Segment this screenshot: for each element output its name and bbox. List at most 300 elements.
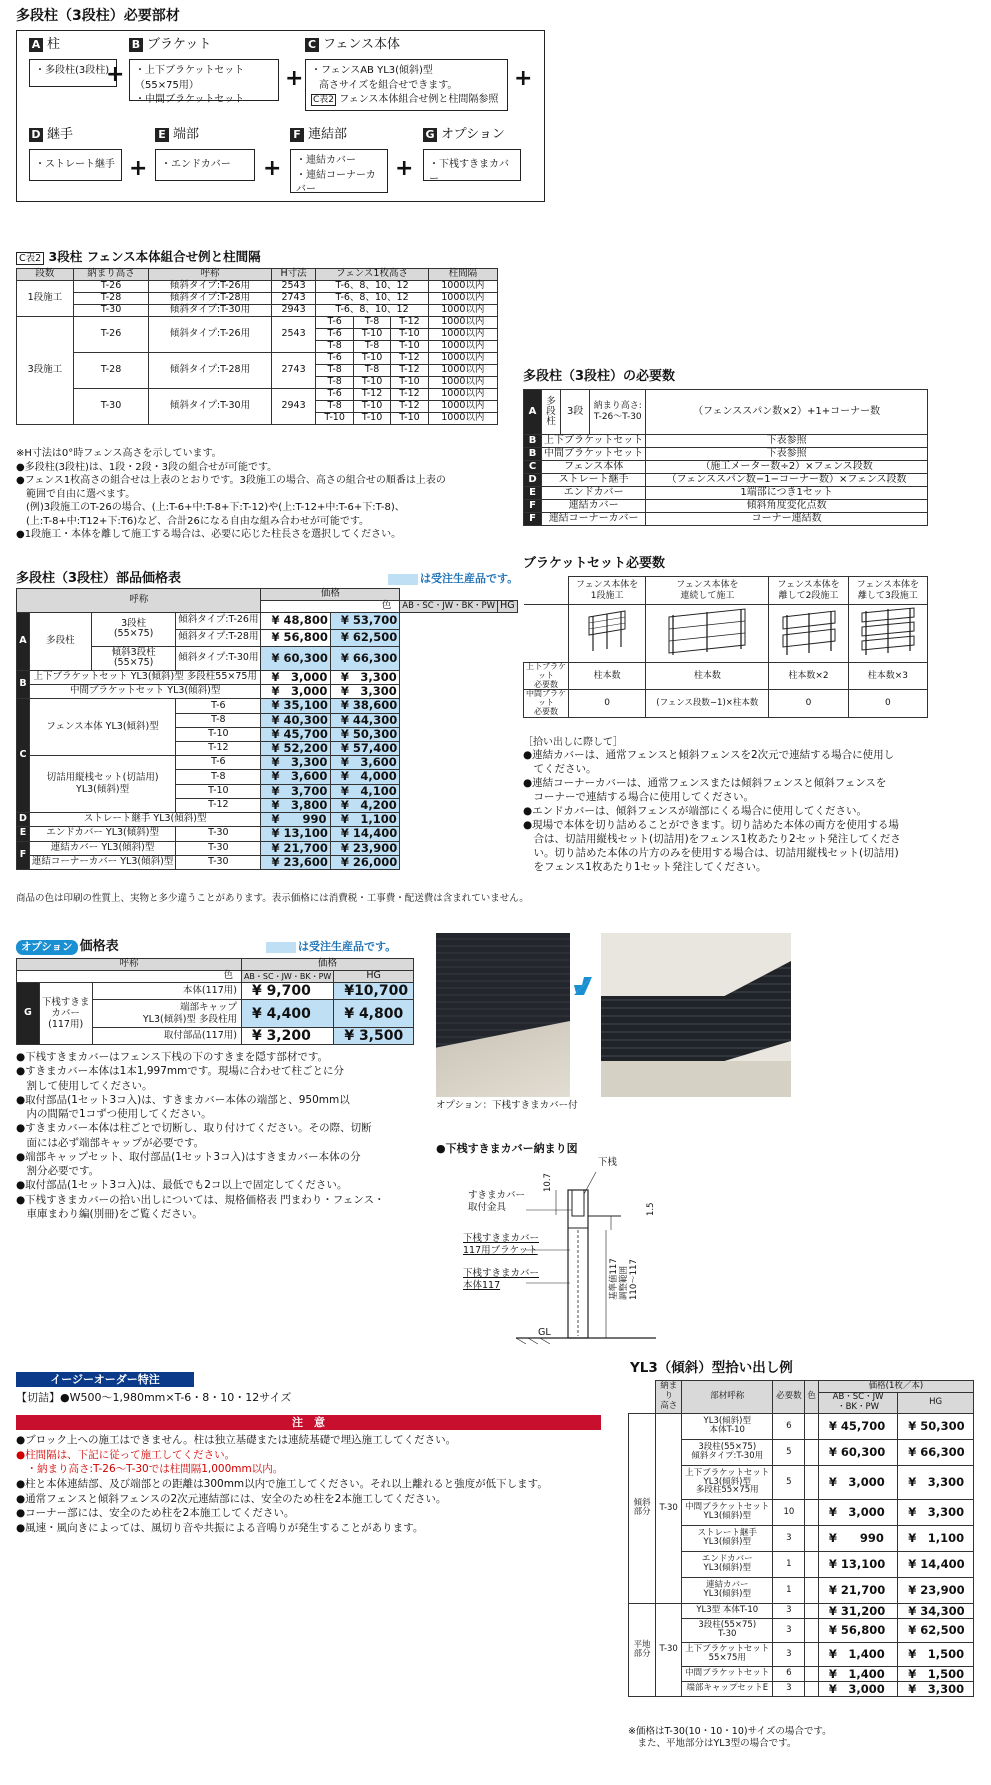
col-header: 価格: [261, 589, 400, 601]
cell: T-12: [391, 401, 428, 413]
cell: T-26: [73, 317, 148, 353]
price-cell: ¥ 3,300: [898, 1499, 974, 1525]
col-header: フェンス1枚高さ: [316, 269, 428, 281]
cell: T-8: [316, 341, 353, 353]
cell: 連結カバー YL3(傾斜)型: [682, 1577, 773, 1603]
price-cell: ¥ 26,000: [330, 855, 399, 869]
count-title: 多段柱（3段柱）の必要数: [523, 369, 676, 384]
cell: T-10: [391, 413, 428, 425]
notes-title: ［拾い出しに際して］: [523, 737, 623, 748]
combo-title: 3段柱 フェンス本体組合せ例と柱間隔: [48, 249, 261, 264]
tag-b: B: [17, 670, 30, 698]
cell: 傾斜タイプ:T-26用: [149, 281, 271, 293]
price-cell: ¥ 21,700: [261, 841, 330, 855]
cell: コーナー連結数: [646, 513, 928, 526]
tag: F: [524, 513, 542, 526]
cell: 傾斜3段柱 (55×75): [91, 646, 175, 670]
col-header: 柱間隔: [428, 269, 497, 281]
price-cell: ¥ 3,300: [330, 670, 399, 684]
legend-text: は受注生産品です。: [420, 572, 519, 585]
note-line: ●フェンス1枚高さの組合せは上表のとおりです。3段施工の場合、高さの組合せの順番は上表の: [16, 475, 446, 486]
cell: 3段柱 (55×75): [91, 612, 175, 646]
cell: T-30: [73, 389, 148, 425]
label-d15: 1.5: [646, 1202, 656, 1216]
cell: 1000以内: [428, 353, 497, 365]
price-cell: ¥ 3,600: [261, 770, 330, 784]
note-line: 割分必要です。: [16, 1165, 100, 1178]
cell: [805, 1525, 819, 1551]
cell: [805, 1666, 819, 1681]
label-option: オプション: [441, 127, 505, 142]
legend-swatch: [388, 574, 418, 585]
cell: T-26: [73, 281, 148, 293]
note-line: 内の間隔で1コずつ使用してください。: [16, 1108, 212, 1121]
cell: T-30: [656, 1603, 682, 1696]
cell: 3段柱(55×75) 傾斜タイプ:T-30用: [682, 1439, 773, 1465]
cell: 3段: [560, 390, 589, 435]
cell: （フェンススパン数−1−コーナー数）×フェンス段数: [646, 474, 928, 487]
note-line: (例)3段施工のT-26の場合、(上:T-6+中:T-8+下:T-12)や(上:T-12+中:T-6+下:T-8)、: [16, 502, 405, 513]
box-pillar: [29, 59, 117, 87]
cell: 1段施工: [17, 281, 74, 317]
tag-e: E: [17, 827, 30, 841]
box-fence-body: [305, 59, 508, 111]
cell: 中間ブラケットセット: [542, 448, 646, 461]
tag-g: G: [17, 983, 40, 1045]
cell: 柱本数: [569, 663, 646, 690]
cell: 連結コーナーカバー: [542, 513, 646, 526]
cell: T-8: [176, 713, 261, 727]
cell: 2943: [271, 389, 316, 425]
cell: 2943: [271, 305, 316, 317]
cell: 切詰用縦桟セット(切詰用) YL3(傾斜)型: [29, 756, 175, 813]
cell: 1000以内: [428, 329, 497, 341]
item: ・フェンスAB YL3(傾斜)型: [311, 65, 433, 76]
cell: T-30: [176, 841, 261, 855]
photo-ground: [436, 1021, 570, 1097]
note-line: てください。: [523, 763, 597, 776]
col-header: 部材呼称: [682, 1381, 773, 1414]
cell: T-30: [656, 1413, 682, 1603]
price-cell: ¥ 23,900: [330, 841, 399, 855]
label-bracket: ブラケット: [147, 37, 212, 52]
note-line: コーナーで連結する場合に使用してください。: [523, 791, 754, 804]
legend-text: は受注生産品です。: [298, 940, 397, 953]
cell: 柱本数×2: [769, 663, 848, 690]
price-cell: ¥ 990: [261, 813, 330, 827]
cell: T-10: [391, 341, 428, 353]
label-bracket117: 下桟すきまカバー 117用ブラケット: [463, 1233, 540, 1256]
col-header: フェンス本体を 1段施工: [569, 577, 646, 605]
price-cell: ¥ 50,300: [898, 1413, 974, 1439]
price-cell: ¥ 1,100: [330, 813, 399, 827]
option-title: 価格表: [79, 939, 119, 954]
cell: 傾斜タイプ:T-28用: [149, 353, 271, 389]
combo-notes: [16, 447, 506, 542]
illust-continuous: [646, 605, 769, 663]
cell: T-6: [176, 699, 261, 713]
row-header: 中間ブラケット 必要数: [524, 690, 569, 717]
option-badge: オプション: [16, 940, 78, 955]
note-line: ●すきまカバー本体は1本1,997mmです。現場に合わせて柱ごとに分: [16, 1065, 345, 1078]
price-cell: ¥ 56,800: [818, 1618, 897, 1642]
cell: T-8: [353, 365, 390, 377]
cell: [805, 1499, 819, 1525]
cell: 5: [773, 1465, 805, 1499]
plus-sign: +: [514, 66, 533, 91]
price-cell: ¥ 3,000: [261, 685, 330, 699]
tag-g: G: [423, 128, 437, 142]
label-body117: 下桟すきまカバー 本体117: [463, 1268, 540, 1291]
cell: T-8: [316, 401, 353, 413]
easy-order-line: 【切詰】●W500〜1,980mm×T-6・8・10・12サイズ: [16, 1391, 292, 1404]
col-header: 色: [17, 971, 242, 983]
cell: T-10: [176, 727, 261, 741]
tag-a: A: [17, 612, 30, 670]
ref-tag: C表2: [313, 95, 335, 105]
cell: T-12: [391, 317, 428, 329]
cell: 1000以内: [428, 377, 497, 389]
price-cell: ¥ 45,700: [261, 727, 330, 741]
note-line: ●エンドカバーは、傾斜フェンスが端部にくる場合に使用してください。: [523, 805, 868, 818]
note-line: ●連結コーナーカバーは、通常フェンスまたは傾斜フェンスと傾斜フェンスを: [523, 777, 887, 790]
price-cell: ¥ 3,500: [334, 1028, 414, 1045]
price-cell: ¥10,700: [334, 983, 414, 1000]
cell: 取付部品(117用): [92, 1028, 241, 1045]
note-line: ・納まり高さ:T-26〜T-30では柱間隔1,000mm以内。: [16, 1463, 284, 1476]
plus-sign: +: [106, 62, 125, 87]
cell: 傾斜タイプ:T-26用: [176, 612, 261, 629]
col-header: 呼称: [149, 269, 271, 281]
price-cell: ¥ 1,400: [818, 1642, 897, 1666]
cell: 傾斜 部分: [629, 1413, 656, 1603]
box-option: [423, 149, 521, 185]
cell: T-6、8、10、12: [316, 305, 428, 317]
fence-illustration-icon: [777, 607, 841, 657]
col-header: AB・SC・JW・BK・PW: [400, 600, 498, 612]
cell: 1000以内: [428, 317, 497, 329]
cell: T-10: [316, 413, 353, 425]
price-cell: ¥ 34,300: [898, 1603, 974, 1618]
label-end: 端部: [173, 127, 200, 142]
cell: 上下ブラケットセット YL3(傾斜)型 多段柱55×75用: [682, 1465, 773, 1499]
cell: エンドカバー YL3(傾斜)型: [29, 827, 175, 841]
cell: 1: [773, 1551, 805, 1577]
tag: E: [524, 487, 542, 500]
cell: T-12: [353, 389, 390, 401]
cell: 傾斜タイプ:T-28用: [176, 629, 261, 646]
tag: D: [524, 474, 542, 487]
ref-text: フェンス本体組合せ例と柱間隔参照: [339, 94, 499, 105]
note-line: ●現場で本体を切り詰めることができます。切り詰めた本体の両方を使用する場: [523, 819, 899, 832]
cell: T-28: [73, 293, 148, 305]
price-cell: ¥ 1,500: [898, 1642, 974, 1666]
price-cell: ¥ 62,500: [330, 629, 399, 646]
cell: T-30: [176, 855, 261, 869]
price-cell: ¥ 4,800: [334, 1000, 414, 1028]
note-line: ●コーナー部には、安全のため柱を2本施工してください。: [16, 1507, 295, 1520]
col-header: フェンス本体を 連続して施工: [646, 577, 769, 605]
price-cell: ¥ 40,300: [261, 713, 330, 727]
col-header: 納まり高さ: [73, 269, 148, 281]
price-cell: ¥ 14,400: [898, 1551, 974, 1577]
easy-order-banner: イージーオーダー特注: [16, 1372, 194, 1387]
combo-title-row: [16, 249, 261, 265]
item: ・エンドカバー: [161, 159, 231, 170]
cell: フェンス本体: [542, 461, 646, 474]
cell: 傾斜タイプ:T-30用: [149, 305, 271, 317]
cell: 2543: [271, 317, 316, 353]
bracket-table: [523, 576, 928, 718]
col-header: HG: [898, 1393, 974, 1414]
photo-fence: [601, 933, 791, 1097]
col-header: フェンス本体を 離して2段施工: [769, 577, 848, 605]
price-cell: ¥ 57,400: [330, 742, 399, 756]
item: ・ストレート継手: [35, 159, 115, 170]
cell: エンドカバー: [542, 487, 646, 500]
note-line: ●ブロック上への施工はできません。柱は独立基礎または連続基礎で埋込施工してください。: [16, 1434, 457, 1446]
plus-sign: +: [395, 156, 414, 181]
cell: 1000以内: [428, 281, 497, 293]
col-header: 色: [261, 600, 400, 612]
cell: 3: [773, 1618, 805, 1642]
option-table: [16, 958, 414, 1045]
price-cell: ¥ 35,100: [261, 699, 330, 713]
cell: 1000以内: [428, 389, 497, 401]
cell: 上下ブラケットセット 55×75用: [682, 1642, 773, 1666]
price-cell: ¥ 3,300: [898, 1681, 974, 1696]
legend-swatch: [266, 942, 296, 953]
cell: ストレート継手 YL3(傾斜)型: [29, 813, 261, 827]
cell: （施工メーター数÷2）×フェンス段数: [646, 461, 928, 474]
label-pillar: 柱: [47, 37, 61, 52]
note-line: 車庫まわり編(別冊)をご覧ください。: [16, 1207, 203, 1220]
note-line: 割して使用してください。: [16, 1079, 153, 1092]
empty-cell: [524, 605, 569, 663]
illust-1stage: [569, 605, 646, 663]
price-cell: ¥ 23,600: [261, 855, 330, 869]
option-legend: [266, 940, 396, 954]
cell: T-10: [391, 377, 428, 389]
cell: 柱本数×3: [848, 663, 927, 690]
note-line: ●柱と本体連結部、及び端部との距離は300mm以内で施工してください。それ以上離れると強度が低下します。: [16, 1478, 548, 1491]
required-title: 多段柱（3段柱）必要部材: [16, 8, 180, 24]
cell: T-8: [353, 341, 390, 353]
note-line: ●端部キャップセット、取付部品(1セット3コ入)はすきまカバー本体の分: [16, 1150, 361, 1163]
cell: 2743: [271, 353, 316, 389]
price-cell: ¥ 3,600: [330, 756, 399, 770]
col-header: AB・SC・JW ・BK・PW: [818, 1393, 897, 1414]
tag-a: A: [29, 38, 43, 52]
cell: 下桟すきま カバー (117用): [39, 983, 92, 1045]
note-line: 面には必ず端部キャップが必要です。: [16, 1136, 205, 1149]
cell: 0: [769, 690, 848, 717]
cell: 下表参照: [646, 448, 928, 461]
tag-b: B: [129, 38, 143, 52]
tag: C: [524, 461, 542, 474]
cell: 10: [773, 1499, 805, 1525]
price-cell: ¥ 60,300: [818, 1439, 897, 1465]
price-cell: ¥ 3,000: [261, 670, 330, 684]
cell: T-30: [176, 827, 261, 841]
note-line: (上:T-8+中:T12+下:T6)など、合計26になる自由な組み合わせが可能です。: [16, 515, 370, 527]
cell: 中間ブラケットセット YL3(傾斜)型: [682, 1499, 773, 1525]
cell: 傾斜角度変化点数: [646, 500, 928, 513]
price-cell: ¥ 45,700: [818, 1413, 897, 1439]
cell: 本体(117用): [92, 983, 241, 1000]
price-cell: ¥ 23,900: [898, 1577, 974, 1603]
cell: 1端部につき1セット: [646, 487, 928, 500]
note-line: ※価格はT-30(10・10・10)サイズの場合です。: [628, 1726, 832, 1737]
note-line: ●取付部品(1セット3コ入)は、すきまカバー本体の端部と、950mm以: [16, 1093, 350, 1106]
note-line: ●多段柱(3段柱)は、1段・2段・3段の組合せが可能です。: [16, 461, 278, 473]
pickup-table: [628, 1380, 974, 1697]
cell: [805, 1439, 819, 1465]
price-cell: ¥ 38,600: [330, 699, 399, 713]
cell: [805, 1603, 819, 1618]
col-header: 色: [805, 1381, 819, 1414]
cell: T-30: [73, 305, 148, 317]
fence-illustration-icon: [856, 607, 920, 657]
price-cell: ¥ 3,000: [818, 1465, 897, 1499]
cell: T-28: [73, 353, 148, 389]
price-cell: ¥ 4,100: [330, 784, 399, 798]
price-cell: ¥ 3,000: [818, 1681, 897, 1696]
item: ・多段柱(3段柱): [35, 65, 110, 76]
tag-d: D: [17, 813, 30, 827]
pickup-title: YL3（傾斜）型拾い出し例: [630, 1360, 793, 1376]
caution-notes: [16, 1433, 616, 1536]
price-cell: ¥ 53,700: [330, 612, 399, 629]
cell: 中間ブラケットセット YL3(傾斜)型: [29, 685, 261, 699]
cell: 1000以内: [428, 293, 497, 305]
box-bracket: [129, 59, 279, 105]
price-cell: ¥ 1,500: [898, 1666, 974, 1681]
cell: ストレート継手 YL3(傾斜)型: [682, 1525, 773, 1551]
tag-f: F: [17, 841, 30, 869]
label-geta: 下桟: [598, 1157, 618, 1168]
cell: 0: [569, 690, 646, 717]
note-line: ●下桟すきまカバーはフェンス下桟の下のすきまを隠す部材です。: [16, 1051, 328, 1063]
note-line: ●通常フェンスと傾斜フェンスの2次元連結部には、安全のため柱を2本施工してください。: [16, 1492, 447, 1505]
cell: YL3(傾斜)型 本体T-10: [682, 1413, 773, 1439]
combo-tag: C表2: [16, 252, 44, 265]
tag: F: [524, 500, 542, 513]
price-cell: ¥ 56,800: [261, 629, 330, 646]
cell: [805, 1551, 819, 1577]
col-header: HG: [334, 971, 414, 983]
cell: T-12: [391, 353, 428, 365]
price-cell: ¥ 14,400: [330, 827, 399, 841]
cell: 2743: [271, 293, 316, 305]
cell: (フェンス段数−1)×柱本数: [646, 690, 769, 717]
item: ・連結カバー: [296, 155, 356, 166]
item: ・中間ブラケットセット: [135, 94, 245, 105]
cell: T-10: [353, 329, 390, 341]
cell: 多段柱: [542, 390, 561, 435]
label-range: 基準値117 調整範囲 110〜117: [609, 1258, 639, 1300]
price-cell: ¥ 4,400: [241, 1000, 333, 1028]
note-line: 合は、切詰用縦桟セット(切詰用)をフェンス1枚あたり2セット発注してくださ: [523, 833, 901, 846]
note-line: ●柱間隔は、下記に従って施工してください。: [16, 1448, 236, 1461]
cell: 傾斜タイプ:T-26用: [149, 317, 271, 353]
photo-caption: オプション：下桟すきまカバー付: [436, 1100, 578, 1111]
price-cell: ¥ 3,200: [241, 1028, 333, 1045]
tag-a: A: [524, 390, 542, 435]
cell: 3段施工: [17, 317, 74, 425]
price-cell: ¥ 3,000: [818, 1499, 897, 1525]
cell: T-12: [391, 389, 428, 401]
note-line: ●取付部品(1セット3コ入)は、最低でも2コ以上で固定してください。: [16, 1179, 348, 1192]
price-cell: ¥ 21,700: [818, 1577, 897, 1603]
price-cell: ¥ 44,300: [330, 713, 399, 727]
cell: 3: [773, 1603, 805, 1618]
cell-line: T-26〜T-30: [593, 412, 642, 422]
note-line: い。切り詰めた本体の片方のみを使用する場合は、切詰用縦桟セット(切詰用): [523, 846, 899, 859]
tag-d: D: [29, 128, 43, 142]
note-line: また、平地部分はYL3型の場合です。: [628, 1738, 797, 1750]
cell: フェンス本体 YL3(傾斜)型: [29, 699, 175, 756]
price-title: 多段柱（3段柱）部品価格表: [16, 571, 182, 586]
price-cell: ¥ 66,300: [898, 1439, 974, 1465]
cell: [805, 1642, 819, 1666]
col-header: 呼称: [17, 959, 242, 971]
cell: 5: [773, 1439, 805, 1465]
cell: T-12: [391, 365, 428, 377]
note-line: ●連結カバーは、通常フェンスと傾斜フェンスを2次元で連結する場合に使用し: [523, 749, 895, 762]
tag-e: E: [155, 128, 169, 142]
cell: 傾斜タイプ:T-30用: [176, 646, 261, 670]
label-cover-mount: すきまカバー 取付金具: [468, 1190, 526, 1213]
cell: 連結コーナーカバー YL3(傾斜)型: [29, 855, 175, 869]
cell: T-10: [353, 401, 390, 413]
bracket-title: ブラケットセット必要数: [523, 556, 665, 571]
note-line: ※H寸法は0°時フェンス高さを示しています。: [16, 448, 222, 459]
bracket-notes: [523, 736, 943, 875]
col-header: HG: [498, 600, 518, 612]
row-header: 上下ブラケット 必要数: [524, 663, 569, 690]
price-cell: ¥ 4,200: [330, 798, 399, 812]
price-cell: ¥ 13,100: [261, 827, 330, 841]
col-header: フェンス本体を 離して3段施工: [848, 577, 927, 605]
col-header: 納まり 高さ: [656, 1381, 682, 1414]
required-frame: [16, 30, 545, 202]
cell: T-12: [176, 742, 261, 756]
cell: 傾斜タイプ:T-30用: [149, 389, 271, 425]
cell: 上下ブラケットセット YL3(傾斜)型 多段柱55×75用: [29, 670, 261, 684]
tag-f: F: [290, 128, 304, 142]
label-fence-body: フェンス本体: [323, 37, 400, 52]
cell: 3: [773, 1525, 805, 1551]
plus-sign: +: [263, 156, 282, 181]
cell: 1000以内: [428, 401, 497, 413]
option-title-row: [16, 939, 119, 955]
cell: 中間ブラケットセット: [682, 1666, 773, 1681]
item: ・上下ブラケットセット（55×75用）: [135, 65, 245, 91]
price-cell: ¥ 62,500: [898, 1618, 974, 1642]
label-connector: 連結部: [308, 127, 348, 142]
option-notes: [16, 1050, 426, 1221]
cell: T-10: [391, 329, 428, 341]
cell: 下表参照: [646, 435, 928, 448]
cell: ストレート継手: [542, 474, 646, 487]
tag: B: [524, 435, 542, 448]
cell: T-12: [176, 798, 261, 812]
price-cell: ¥ 990: [818, 1525, 897, 1551]
note-line: ●すきまカバー本体は柱ごとで切断し、取り付けてください。その際、切断: [16, 1122, 372, 1135]
cell: 1: [773, 1577, 805, 1603]
photo-ground: [601, 1061, 791, 1097]
